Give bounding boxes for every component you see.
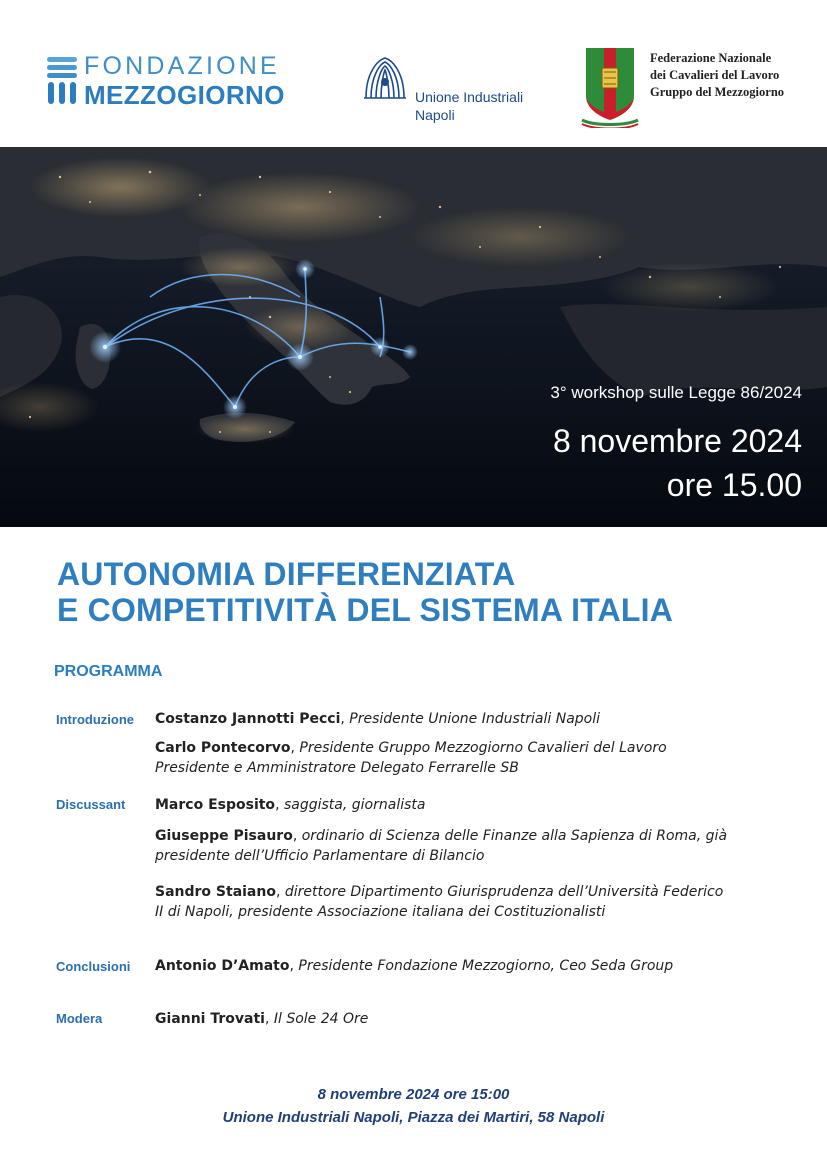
speaker-name: Gianni Trovati bbox=[155, 1011, 265, 1027]
fondazione-mezzogiorno-logo bbox=[46, 52, 316, 110]
section-label-modera: Modera bbox=[56, 1011, 103, 1026]
speaker-role: direttore Dipartimento Giurisprudenza dell’Università Federico bbox=[284, 884, 724, 900]
speaker-entry: Sandro Staiano, direttore Dipartimento Giurisprudenza dell’Università Federico II di Napoli, presidente Associazione italiana dei Costituzionalisti bbox=[155, 884, 724, 920]
speaker-role: Presidente Unione Industriali Napoli bbox=[349, 711, 601, 727]
event-title bbox=[57, 556, 817, 628]
unione-industriali-logo bbox=[360, 54, 550, 128]
hero-date: 8 novembre 2024 bbox=[552, 423, 802, 459]
speaker-entry: Costanzo Jannotti Pecci, Presidente Unione Industriali Napoli bbox=[155, 711, 601, 727]
speaker-role: Il Sole 24 Ore bbox=[273, 1011, 369, 1027]
fondazione-columns-icon bbox=[46, 54, 78, 106]
unione-line1: Unione Industriali bbox=[415, 89, 524, 105]
header-logos bbox=[0, 0, 827, 147]
speaker-entry: Carlo Pontecorvo, Presidente Gruppo Mezzogiorno Cavalieri del Lavoro Presidente e Amministratore Delegato Ferrarelle SB bbox=[155, 740, 667, 776]
speaker-entry: Antonio D’Amato, Presidente Fondazione Mezzogiorno, Ceo Seda Group bbox=[155, 958, 674, 974]
speaker-name: Costanzo Jannotti Pecci bbox=[155, 711, 341, 727]
speaker-role: saggista, giornalista bbox=[283, 797, 426, 813]
event-title-line2: E COMPETITIVITÀ DEL SISTEMA ITALIA bbox=[57, 592, 674, 628]
speaker-entry: Marco Esposito, saggista, giornalista bbox=[155, 797, 426, 813]
speaker-name: Carlo Pontecorvo bbox=[155, 740, 291, 756]
unione-industriali-wordmark bbox=[415, 88, 523, 124]
speaker-entry: Gianni Trovati, Il Sole 24 Ore bbox=[155, 1011, 369, 1027]
speaker-role: Presidente Fondazione Mezzogiorno, Ceo Seda Group bbox=[298, 958, 674, 974]
hero-time: ore 15.00 bbox=[666, 467, 802, 503]
speaker-name: Marco Esposito bbox=[155, 797, 276, 813]
speaker-name: Sandro Staiano bbox=[155, 884, 276, 900]
speaker-role: ordinario di Scienza delle Finanze alla Sapienza di Roma, già bbox=[301, 828, 728, 844]
section-label-introduzione: Introduzione bbox=[56, 712, 134, 727]
federazione-shield-icon bbox=[580, 46, 640, 128]
unione-line2: Napoli bbox=[415, 107, 455, 123]
speaker-role-line2: presidente dell’Ufficio Parlamentare di Bilancio bbox=[155, 848, 485, 864]
event-title-line1: AUTONOMIA DIFFERENZIATA bbox=[57, 556, 516, 592]
hero-banner bbox=[0, 147, 827, 527]
section-label-discussant: Discussant bbox=[56, 797, 126, 812]
speaker-role-line2: Presidente e Amministratore Delegato Ferrarelle SB bbox=[155, 760, 519, 776]
footer-date: 8 novembre 2024 ore 15:00 bbox=[317, 1086, 510, 1103]
federazione-cavalieri-logo bbox=[580, 46, 820, 130]
section-label-conclusioni: Conclusioni bbox=[56, 959, 131, 974]
workshop-subtitle: 3° workshop sulle Legge 86/2024 bbox=[550, 383, 802, 402]
fondazione-wordmark-line1: FONDAZIONE bbox=[84, 52, 280, 80]
speaker-name: Antonio D’Amato bbox=[155, 958, 290, 974]
speaker-role-line2: II di Napoli, presidente Associazione italiana dei Costituzionalisti bbox=[155, 904, 606, 920]
programma-heading: PROGRAMMA bbox=[54, 663, 163, 680]
footer-venue: Unione Industriali Napoli, Piazza dei Martiri, 58 Napoli bbox=[222, 1109, 605, 1126]
federazione-line3: Gruppo del Mezzogiorno bbox=[650, 85, 785, 99]
federazione-line2: dei Cavalieri del Lavoro bbox=[650, 68, 780, 82]
speaker-name: Giuseppe Pisauro bbox=[155, 828, 293, 844]
federazione-wordmark bbox=[650, 50, 784, 101]
speaker-entry: Giuseppe Pisauro, ordinario di Scienza delle Finanze alla Sapienza di Roma, già presidente dell’Ufficio Parlamentare di Bilancio bbox=[155, 828, 728, 864]
unione-industriali-emblem-icon bbox=[360, 54, 410, 104]
fondazione-wordmark-line2: MEZZOGIORNO bbox=[84, 80, 285, 110]
speaker-role: Presidente Gruppo Mezzogiorno Cavalieri del Lavoro bbox=[299, 740, 667, 756]
federazione-line1: Federazione Nazionale bbox=[650, 51, 772, 65]
